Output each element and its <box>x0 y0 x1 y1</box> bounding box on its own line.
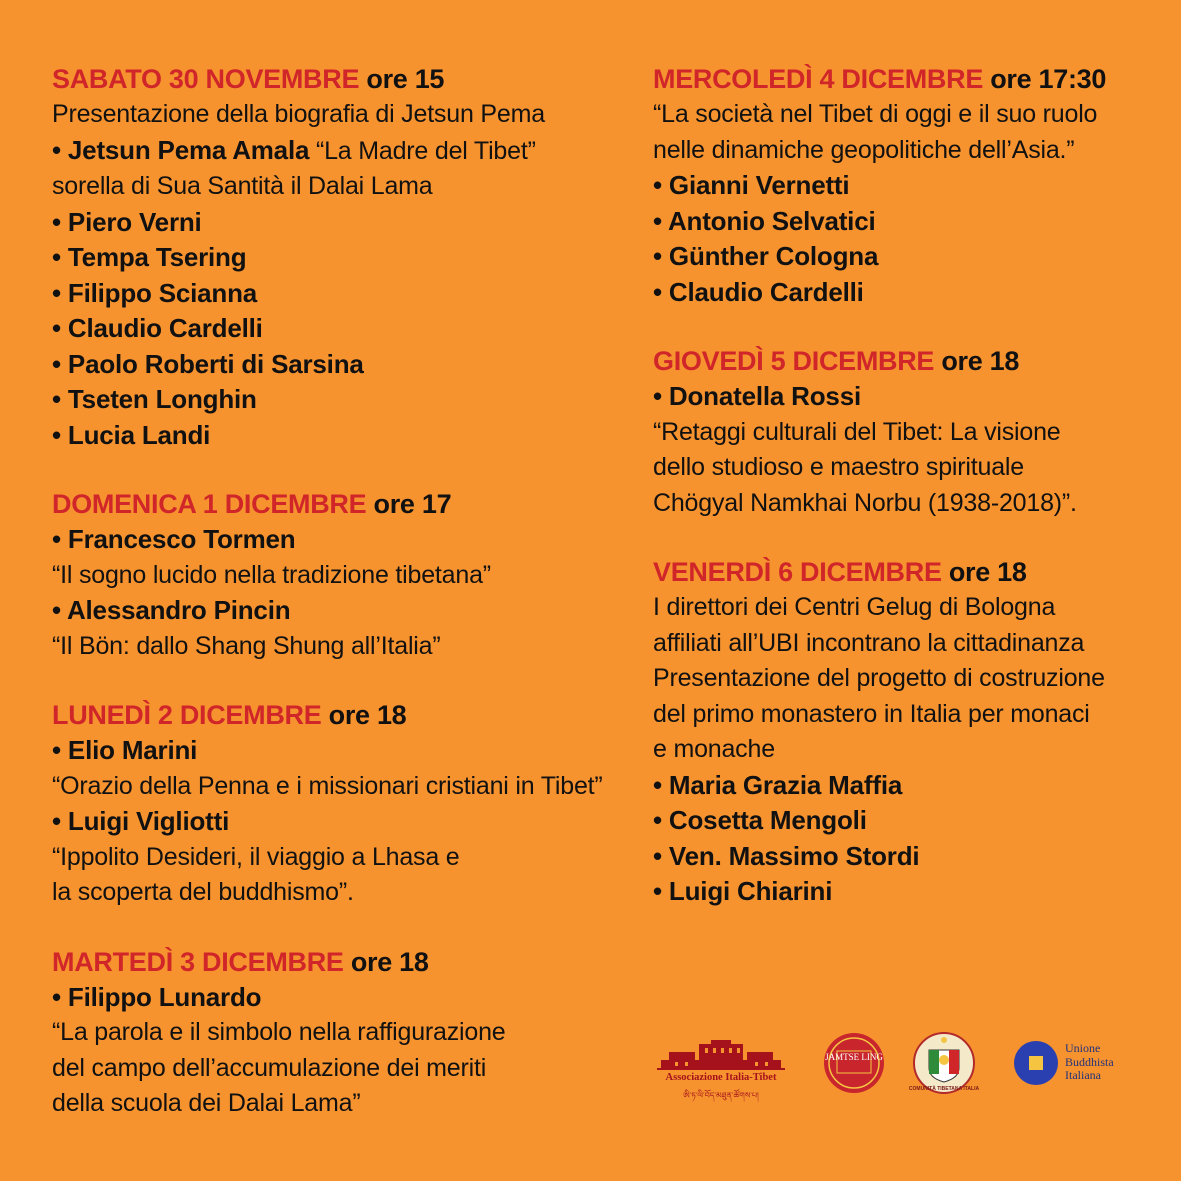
ubi-line-2: Buddhista <box>1065 1054 1114 1069</box>
jamtse-label: JAMTSE LING <box>825 1052 883 1062</box>
associazione-tibetan-label: ཨི་ཏ་ལི་བོད་མཐུན་ཚོགས་པ། <box>683 1091 759 1100</box>
speaker-title: “La Madre del Tibet” <box>309 136 536 165</box>
speaker-name <box>52 133 627 170</box>
event-date: DOMENICA 1 DICEMBRE <box>52 489 367 519</box>
event-text: “Ippolito Desideri, il viaggio a Lhasa e <box>52 842 460 871</box>
associazione-label: Associazione Italia-Tibet <box>665 1072 777 1083</box>
speaker-name: • Piero Verni <box>52 206 202 237</box>
speaker-name: • Lucia Landi <box>52 419 211 450</box>
event-time: ore 18 <box>941 346 1020 376</box>
event-header <box>52 62 627 97</box>
potala-palace-icon <box>655 1038 787 1072</box>
event-text: della scuola dei Dalai Lama” <box>52 1089 361 1117</box>
event-text: “Retaggi culturali del Tibet: La visione <box>653 417 1061 446</box>
event-date: SABATO 30 NOVEMBRE <box>52 64 360 94</box>
event-block <box>653 62 1158 310</box>
speaker-name: • Luigi Chiarini <box>653 876 833 906</box>
event-header <box>653 344 1158 379</box>
event-date: MARTEDÌ 3 DICEMBRE <box>52 946 344 977</box>
ubi-square-icon <box>1013 1040 1059 1086</box>
event-block <box>52 945 627 1122</box>
speaker-name: • Tseten Longhin <box>52 384 257 414</box>
event-block <box>52 487 627 664</box>
event-time: ore 18 <box>350 946 429 977</box>
comunita-tibetana-logo <box>908 1030 980 1096</box>
event-text: Presentazione del progetto di costruzione <box>653 664 1105 692</box>
event-text: affiliati all’UBI incontrano la cittadinanza <box>653 628 1085 657</box>
event-time: ore 15 <box>366 64 445 94</box>
event-text: Chögyal Namkhai Norbu (1938-2018)”. <box>653 488 1077 517</box>
speaker-name: • Antonio Selvatici <box>653 205 876 236</box>
event-header <box>653 62 1158 97</box>
event-text: Presentazione della biografia di Jetsun Pema <box>52 100 545 128</box>
event-text: dello studioso e maestro spirituale <box>653 453 1024 481</box>
associazione-italia-tibet-logo <box>655 1038 787 1100</box>
event-text: la scoperta del buddhismo”. <box>52 878 354 906</box>
event-text: “La parola e il simbolo nella raffigurazione <box>52 1018 506 1046</box>
event-time: ore 18 <box>948 557 1027 587</box>
speaker-name: • Paolo Roberti di Sarsina <box>52 348 364 379</box>
schedule-right-column <box>653 62 1158 944</box>
event-date: VENERDÌ 6 DICEMBRE <box>653 557 942 587</box>
event-header <box>52 487 627 522</box>
event-header <box>52 698 627 733</box>
event-text: del campo dell’accumulazione dei meriti <box>52 1053 487 1082</box>
event-block <box>52 698 627 911</box>
event-header <box>653 555 1158 590</box>
speaker-name: • Luigi Vigliotti <box>52 806 230 836</box>
speaker-name: • Claudio Cardelli <box>52 313 263 343</box>
speaker-name: • Claudio Cardelli <box>653 276 864 307</box>
event-text: “La società nel Tibet di oggi e il suo ruolo <box>653 100 1098 128</box>
event-text: I direttori dei Centri Gelug di Bologna <box>653 593 1056 621</box>
ubi-line-3: Italiana <box>1065 1068 1101 1082</box>
speaker-name: • Maria Grazia Maffia <box>653 769 903 800</box>
event-block <box>653 555 1158 910</box>
event-date: LUNEDÌ 2 DICEMBRE <box>52 700 322 730</box>
speaker-name: • Cosetta Mengoli <box>653 805 867 835</box>
event-block <box>52 62 627 453</box>
schedule-left-column <box>52 62 627 1156</box>
comunita-label: COMUNITÀ TIBETANA ITALIA <box>908 1086 980 1092</box>
speaker-name: • Tempa Tsering <box>52 242 247 272</box>
event-block <box>653 344 1158 521</box>
speaker-name: • Alessandro Pincin <box>52 595 291 625</box>
event-header <box>52 945 627 980</box>
event-text: “Il Bön: dallo Shang Shung all’Italia” <box>52 631 441 660</box>
speaker-name: • Donatella Rossi <box>653 381 861 411</box>
speaker-name: • Jetsun Pema Amala <box>52 134 310 165</box>
event-date: GIOVEDÌ 5 DICEMBRE <box>653 346 935 376</box>
event-time: ore 17 <box>373 489 452 519</box>
jamtse-ling-logo <box>823 1032 885 1094</box>
speaker-name: • Günther Cologna <box>653 241 879 271</box>
ubi-line-1: Unione <box>1065 1041 1101 1055</box>
speaker-name: • Filippo Scianna <box>52 277 258 308</box>
event-time: ore 17:30 <box>990 64 1107 94</box>
speaker-name: • Francesco Tormen <box>52 524 296 554</box>
event-time: ore 18 <box>328 700 407 730</box>
event-date: MERCOLEDÌ 4 DICEMBRE <box>653 64 984 94</box>
event-text: del primo monastero in Italia per monaci <box>653 699 1090 728</box>
speaker-name: • Gianni Vernetti <box>653 170 850 200</box>
event-text: “Il sogno lucido nella tradizione tibetana” <box>52 560 491 589</box>
speaker-name: • Ven. Massimo Stordi <box>653 840 920 871</box>
sponsor-logos <box>655 1030 1135 1100</box>
event-text: sorella di Sua Santità il Dalai Lama <box>52 172 433 200</box>
unione-buddhista-italiana-logo <box>1013 1040 1133 1090</box>
event-text: e monache <box>653 735 775 763</box>
event-text: “Orazio della Penna e i missionari cristiani in Tibet” <box>52 771 603 800</box>
event-text: nelle dinamiche geopolitiche dell’Asia.” <box>653 135 1075 164</box>
speaker-name: • Elio Marini <box>52 735 198 765</box>
speaker-name: • Filippo Lunardo <box>52 981 262 1012</box>
